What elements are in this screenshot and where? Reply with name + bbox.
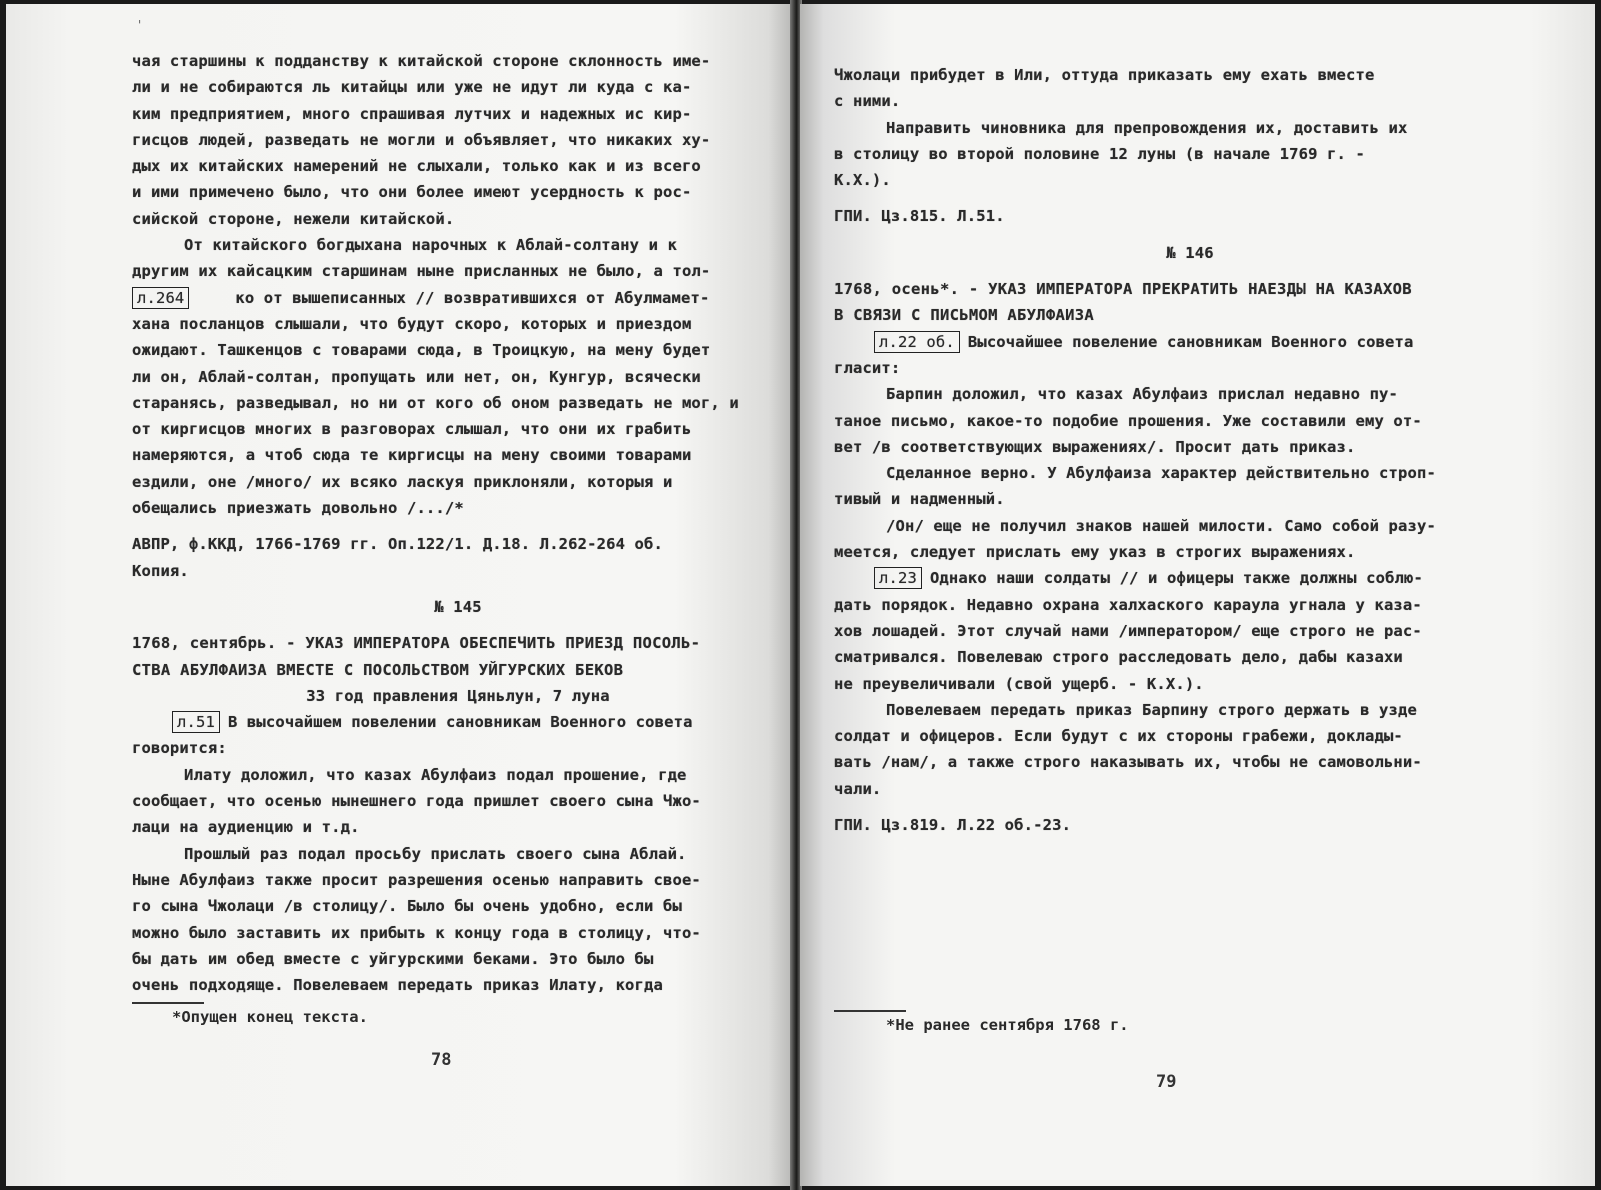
spacer (132, 521, 784, 531)
text-span: В высочайшем повелении сановникам Военного совета (227, 713, 693, 732)
text-line: солдат и офицеров. Если будут с их стороны грабежи, доклады- (834, 727, 1403, 746)
spacer (834, 230, 1546, 240)
text-line: хов лошадей. Этот случай нами /императором/ еще строго не рас- (834, 621, 1422, 640)
spacer (834, 838, 1546, 1006)
text-line: чали. (834, 779, 882, 798)
source-citation: АВПР, ф.ККД, 1766-1769 гг. Оп.122/1. Д.18. Л.262-264 об. (132, 535, 663, 554)
text-line: Ныне Абулфаиз также просит разрешения осенью направить свое- (132, 870, 701, 889)
text-line: ездили, оне /много/ их всяко ласкуя приклоняли, которыя и (132, 472, 673, 491)
paragraph-start (834, 565, 1546, 591)
text-line: от киргисцов многих в разговорах слышал, что они их грабить (132, 420, 692, 439)
text-span: Однако наши солдаты // и офицеры также должны соблю- (929, 569, 1423, 588)
text-line: сийской стороне, нежели китайской. (132, 209, 455, 228)
text-span: ко от вышеписанных // возвратившихся от Абулмамет- (235, 288, 710, 307)
text-line: другим их кайсацким старшинам ныне присланных не было, а тол- (132, 262, 711, 281)
folio-marker: л.23 (874, 567, 922, 589)
paragraph-start: Барпин доложил, что казах Абулфаиз прислал недавно пу- (886, 385, 1399, 404)
source-citation: Копия. (132, 561, 189, 580)
text-line: тивый и надменный. (834, 490, 1005, 509)
document-number: № 146 (1166, 243, 1214, 262)
spacer (834, 266, 1546, 276)
text-line: вет /в соответствующих выражениях/. Просит дать приказ. (834, 437, 1356, 456)
text-line: ожидают. Ташкенцов с товарами сюда, в Троицкую, на мену будет (132, 341, 711, 360)
text-line: намеряются, а чтоб сюда те киргисцы на мену своими товарами (132, 446, 692, 465)
left-page (6, 4, 792, 1186)
paragraph-start: От китайского богдыхана нарочных к Аблай-солтану и к (184, 236, 678, 255)
footnote: *Опущен конец текста. (172, 1008, 368, 1027)
text-line: ли он, Аблай-солтан, пропущать или нет, он, Кунгур, всячески (132, 367, 701, 386)
text-line: гласит: (834, 358, 901, 377)
text-line: лаци на аудиенцию и т.д. (132, 818, 360, 837)
page-number: 78 (431, 1050, 452, 1070)
paragraph-start: Илату доложил, что казах Абулфаиз подал прошение, где (184, 765, 687, 784)
text-line: Чжолаци прибудет в Или, оттуда приказать ему ехать вместе (834, 66, 1375, 84)
footnote: *Не ранее сентября 1768 г. (886, 1016, 1129, 1035)
source-citation: ГПИ. Цз.815. Л.51. (834, 207, 1005, 226)
text-line: ли и не собираются ль китайцы или уже не идут ли куда с ка- (132, 78, 692, 97)
paragraph-start: /Он/ еще не получил знаков нашей милости. Само собой разу- (886, 516, 1436, 535)
text-line: и ими примечено было, что они более имеют усердность к рос- (132, 183, 692, 202)
text-line: гисцов людей, разведать не могли и объявляет, что никаких ху- (132, 130, 711, 149)
source-citation: ГПИ. Цз.819. Л.22 об.-23. (834, 816, 1072, 835)
paragraph-start (132, 709, 784, 735)
page-mark: ' (136, 18, 144, 32)
dateline: 33 год правления Цяньлун, 7 луна (306, 686, 610, 705)
document-heading: В СВЯЗИ С ПИСЬМОМ АБУЛФАИЗА (834, 306, 1095, 325)
text-line: ким предприятием, много спрашивая лутчих и надежных ис кир- (132, 104, 692, 123)
spacer (834, 802, 1546, 812)
text-line: обещались приезжать довольно /.../* (132, 499, 464, 518)
spacer (834, 193, 1546, 203)
document-number: № 145 (434, 597, 482, 616)
text-line: дать порядок. Недавно охрана халхаского караула угнала у каза- (834, 595, 1422, 614)
document-heading: 1768, сентябрь. - УКАЗ ИМПЕРАТОРА ОБЕСПЕЧИТЬ ПРИЕЗД ПОСОЛЬ- (132, 634, 701, 653)
document-heading: 1768, осень*. - УКАЗ ИМПЕРАТОРА ПРЕКРАТИТЬ НАЕЗДЫ НА КАЗАХОВ (834, 280, 1412, 299)
left-text-column (132, 48, 784, 1030)
spacer (132, 620, 784, 630)
spacer (132, 584, 784, 594)
text-line: можно было заставить их прибыть к концу года в столицу, что- (132, 923, 701, 942)
document-heading: СТВА АБУЛФАИЗА ВМЕСТЕ С ПОСОЛЬСТВОМ УЙГУРСКИХ БЕКОВ (132, 660, 624, 679)
text-line: меется, следует прислать ему указ в строгих выражениях. (834, 543, 1356, 562)
text-line: очень подходяще. Повелеваем передать приказ Илату, когда (132, 976, 663, 995)
paragraph-start: Повелеваем передать приказ Барпину строго держать в узде (886, 700, 1417, 719)
text-line: бы дать им обед вместе с уйгурскими беками. Это было бы (132, 949, 654, 968)
folio-marker: л.22 об. (874, 331, 960, 353)
text-line: говорится: (132, 739, 227, 758)
text-line: сообщает, что осенью нынешнего года пришлет своего сына Чжо- (132, 792, 701, 811)
page-number: 79 (1156, 1072, 1177, 1092)
paragraph-start: Направить чиновника для препровождения их, доставить их (886, 118, 1408, 137)
paragraph-start: Прошлый раз подал просьбу прислать своего сына Аблай. (184, 844, 687, 863)
text-line: чая старшины к подданству к китайской стороне склонность име- (132, 52, 711, 70)
folio-marker: л.264 (132, 287, 189, 309)
text-line: старанясь, разведывал, но ни от кого об оном разведать не мог, и (132, 393, 739, 412)
text-line: таное письмо, какое-то подобие прошения. Уже составили ему от- (834, 411, 1422, 430)
text-line: в столицу во второй половине 12 луны (в начале 1769 г. - (834, 144, 1365, 163)
text-line: не преувеличивали (свой ущерб. - К.Х.). (834, 674, 1204, 693)
text-line (132, 285, 784, 311)
text-line: К.Х.). (834, 171, 891, 190)
folio-marker: л.51 (172, 711, 220, 733)
text-line: хана посланцов слышали, что будут скоро, которых и приездом (132, 314, 692, 333)
text-line: го сына Чжолаци /в столицу/. Было бы очень удобно, если бы (132, 897, 682, 916)
right-page (800, 4, 1595, 1186)
text-line: с ними. (834, 92, 901, 111)
text-line: дых их китайских намерений не слыхали, только как и из всего (132, 157, 701, 176)
right-text-column (834, 62, 1546, 1038)
text-line: сматривался. Повелеваю строго расследовать дело, дабы казахи (834, 648, 1403, 667)
paragraph-start: Сделанное верно. У Абулфаиза характер действительно строп- (886, 464, 1436, 483)
text-line: вать /нам/, а также строго наказывать их, чтобы не самовольни- (834, 753, 1422, 772)
text-span: Высочайшее повеление сановникам Военного совета (967, 332, 1414, 351)
paragraph-start (834, 329, 1546, 355)
